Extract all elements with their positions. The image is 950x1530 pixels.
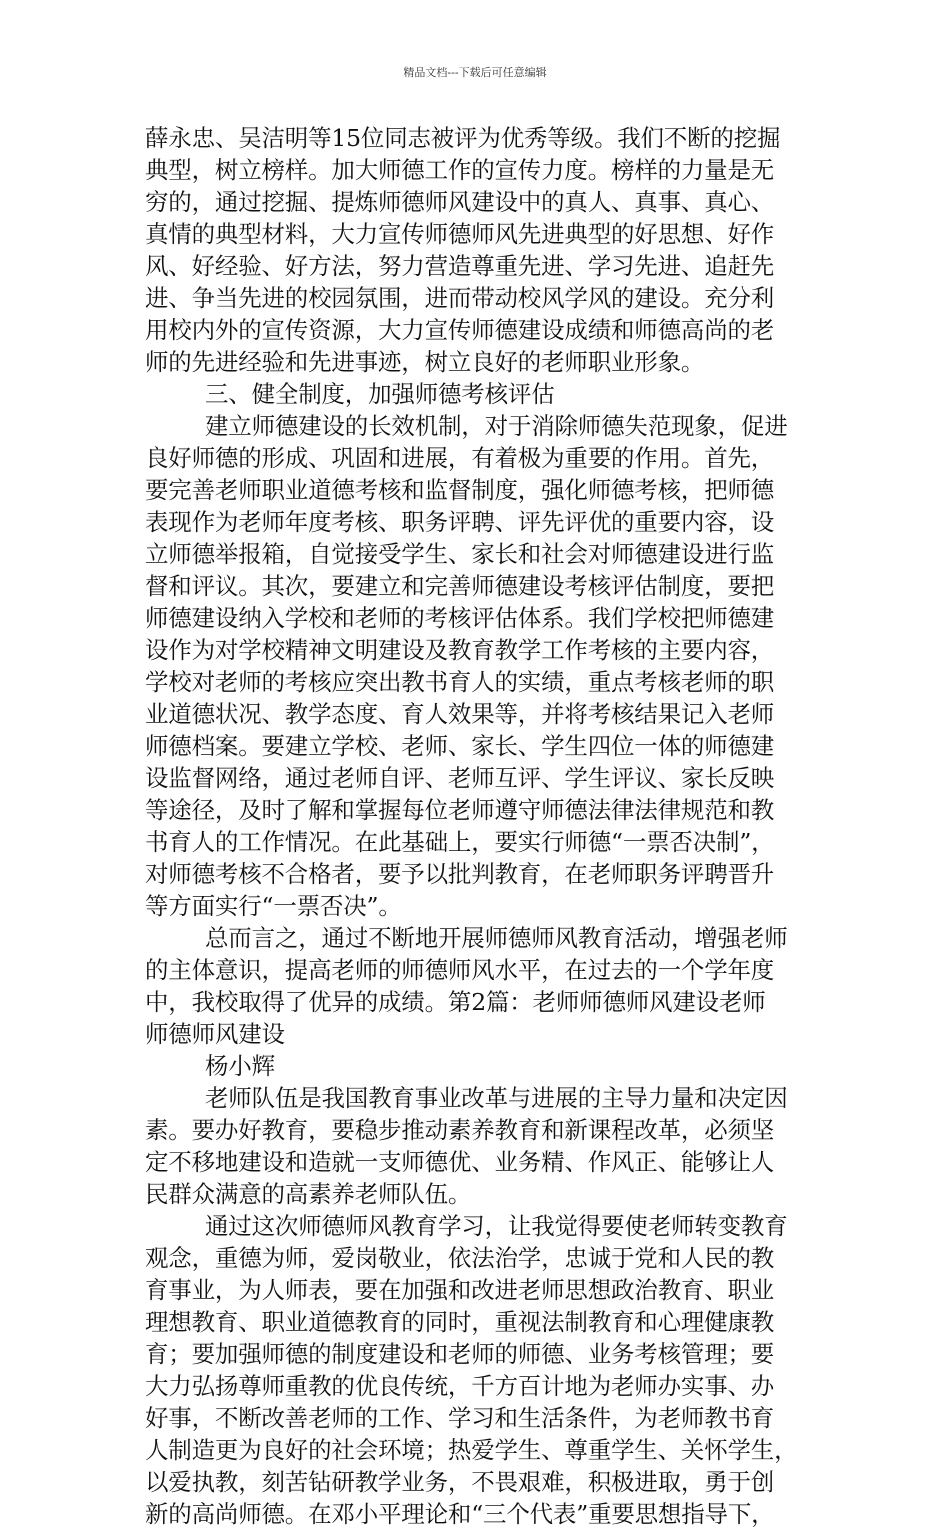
- text-line: 典型，树立榜样。加大师德工作的宣传力度。榜样的力量是无: [145, 156, 775, 184]
- text-line: 薛永忠、吴洁明等15位同志被评为优秀等级。我们不断的挖掘: [145, 124, 781, 152]
- text-line: 师德建设纳入学校和老师的考核评估体系。我们学校把师德建: [145, 604, 775, 632]
- text-line: 穷的，通过挖掘、提炼师德师风建设中的真人、真事、真心、: [145, 188, 775, 216]
- text-line: 真情的典型材料，大力宣传师德师风先进典型的好思想、好作: [145, 220, 775, 248]
- text-line: 设作为对学校精神文明建设及教育教学工作考核的主要内容，: [145, 636, 775, 664]
- text-line: 老师队伍是我国教育事业改革与进展的主导力量和决定因: [205, 1084, 788, 1112]
- text-line: 中，我校取得了优异的成绩。第2篇：老师师德师风建设老师: [145, 988, 766, 1016]
- text-line: 好事，不断改善老师的工作、学习和生活条件，为老师教书育: [145, 1404, 775, 1432]
- text-line: 等方面实行“一票否决”。: [145, 892, 402, 920]
- text-line: 大力弘扬尊师重教的优良传统，千方百计地为老师办实事、办: [145, 1372, 775, 1400]
- text-line: 等途径，及时了解和掌握每位老师遵守师德法律法律规范和教: [145, 796, 775, 824]
- text-line: 师的先进经验和先进事迹，树立良好的老师职业形象。: [145, 348, 705, 376]
- text-line: 通过这次师德师风教育学习，让我觉得要使老师转变教育: [205, 1212, 788, 1240]
- text-line: 设监督网络，通过老师自评、老师互评、学生评议、家长反映: [145, 764, 775, 792]
- text-line: 风、好经验、好方法，努力营造尊重先进、学习先进、追赶先: [145, 252, 775, 280]
- text-line: 对师德考核不合格者，要予以批判教育，在老师职务评聘晋升: [145, 860, 775, 888]
- text-line: 杨小辉: [205, 1052, 275, 1080]
- text-line: 立师德举报箱，自觉接受学生、家长和社会对师德建设进行监: [145, 540, 775, 568]
- text-line: 的主体意识，提高老师的师德师风水平，在过去的一个学年度: [145, 956, 775, 984]
- text-line: 素。要办好教育，要稳步推动素养教育和新课程改革，必须坚: [145, 1116, 775, 1144]
- page-header: 精品文档---下载后可任意编辑: [403, 66, 547, 79]
- text-line: 督和评议。其次，要建立和完善师德建设考核评估制度，要把: [145, 572, 775, 600]
- text-line: 三、健全制度，加强师德考核评估: [205, 380, 555, 408]
- text-line: 表现作为老师年度考核、职务评聘、评先评优的重要内容，设: [145, 508, 775, 536]
- text-line: 师德档案。要建立学校、老师、家长、学生四位一体的师德建: [145, 732, 775, 760]
- text-line: 良好师德的形成、巩固和进展，有着极为重要的作用。首先，: [145, 444, 775, 472]
- text-line: 总而言之，通过不断地开展师德师风教育活动，增强老师: [205, 924, 788, 952]
- text-line: 书育人的工作情况。在此基础上，要实行师德“一票否决制”，: [145, 828, 775, 856]
- text-line: 育事业，为人师表，要在加强和改进老师思想政治教育、职业: [145, 1276, 775, 1304]
- text-line: 进、争当先进的校园氛围，进而带动校风学风的建设。充分利: [145, 284, 775, 312]
- text-line: 定不移地建设和造就一支师德优、业务精、作风正、能够让人: [145, 1148, 775, 1176]
- text-line: 要完善老师职业道德考核和监督制度，强化师德考核，把师德: [145, 476, 775, 504]
- text-line: 理想教育、职业道德教育的同时，重视法制教育和心理健康教: [145, 1308, 775, 1336]
- text-line: 育；要加强师德的制度建设和老师的师德、业务考核管理；要: [145, 1340, 775, 1368]
- text-line: 师德师风建设: [145, 1020, 285, 1048]
- text-line: 新的高尚师德。在邓小平理论和“三个代表”重要思想指导下，: [145, 1500, 775, 1528]
- text-line: 民群众满意的高素养老师队伍。: [145, 1180, 472, 1208]
- text-line: 观念，重德为师，爱岗敬业，依法治学，忠诚于党和人民的教: [145, 1244, 775, 1272]
- text-line: 人制造更为良好的社会环境；热爱学生、尊重学生、关怀学生，: [145, 1436, 798, 1464]
- text-line: 以爱执教，刻苦钻研教学业务，不畏艰难，积极进取，勇于创: [145, 1468, 775, 1496]
- document-body: [145, 122, 817, 1530]
- text-line: 用校内外的宣传资源，大力宣传师德建设成绩和师德高尚的老: [145, 316, 775, 344]
- text-line: 建立师德建设的长效机制，对于消除师德失范现象，促进: [205, 412, 788, 440]
- text-line: 业道德状况、教学态度、育人效果等，并将考核结果记入老师: [145, 700, 775, 728]
- text-line: 学校对老师的考核应突出教书育人的实绩，重点考核老师的职: [145, 668, 775, 696]
